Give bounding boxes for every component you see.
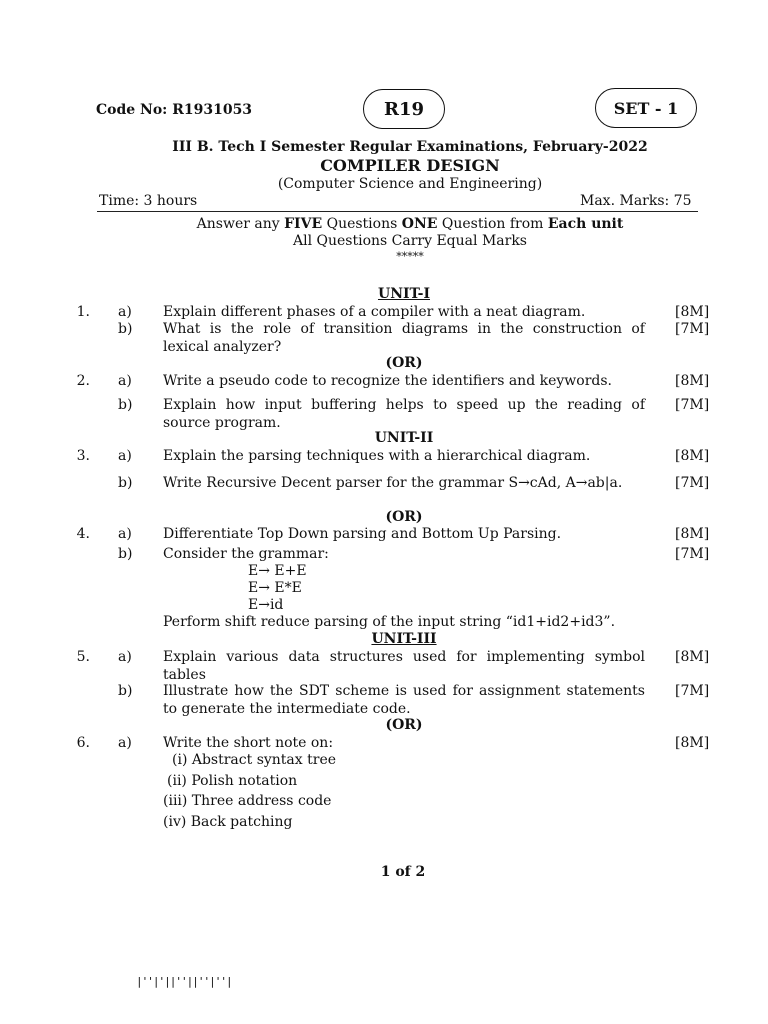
- part-label: a): [118, 735, 132, 751]
- part-label: a): [118, 526, 132, 542]
- part-label: b): [118, 397, 133, 413]
- unit-1-heading: UNIT-I: [377, 286, 430, 302]
- short-note-item: (i) Abstract syntax tree: [172, 752, 337, 768]
- question-number: 4.: [76, 526, 90, 542]
- or-separator: (OR): [385, 717, 423, 733]
- question-2b-marks: [7M]: [675, 397, 710, 413]
- instruction-text: Answer any: [196, 216, 285, 232]
- question-number: 2.: [76, 373, 90, 389]
- question-2a-marks: [8M]: [675, 373, 710, 389]
- unit-2-heading: UNIT-II: [374, 430, 434, 446]
- question-4a-marks: [8M]: [675, 526, 710, 542]
- short-note-item: (ii) Polish notation: [167, 773, 298, 789]
- part-label: a): [118, 448, 132, 464]
- question-1b-marks: [7M]: [675, 321, 710, 337]
- question-6a-marks: [8M]: [675, 735, 710, 751]
- or-separator: (OR): [385, 355, 423, 371]
- question-1a-text: Explain different phases of a compiler with a neat diagram.: [163, 304, 586, 320]
- regulation-badge: [363, 89, 445, 129]
- question-number: 1.: [76, 304, 90, 320]
- page-number: 1 of 2: [380, 864, 426, 880]
- instruction-five: FIVE: [284, 216, 323, 232]
- question-1b-text: What is the role of transition diagrams in the construction of lexical analyzer?: [163, 321, 645, 355]
- question-4b-text: Consider the grammar:: [163, 546, 329, 562]
- part-label: a): [118, 373, 132, 389]
- question-6a-text: Write the short note on:: [163, 735, 334, 751]
- question-number: 5.: [76, 649, 90, 665]
- instruction-each-unit: Each unit: [547, 216, 624, 232]
- part-label: a): [118, 304, 132, 320]
- subject-title: COMPILER DESIGN: [320, 156, 500, 175]
- regulation-text: R19: [383, 98, 424, 120]
- question-number: 3.: [76, 448, 90, 464]
- instruction-line-2: All Questions Carry Equal Marks: [293, 233, 527, 249]
- grammar-rule: E→ E+E: [248, 563, 307, 579]
- max-marks-label: Max. Marks: 75: [580, 193, 692, 209]
- question-4b-instruction: Perform shift reduce parsing of the input string “id1+id2+id3”.: [163, 614, 616, 630]
- question-3b-marks: [7M]: [675, 475, 710, 491]
- short-note-item: (iv) Back patching: [163, 814, 293, 830]
- branch-subtitle: (Computer Science and Engineering): [277, 176, 543, 192]
- question-1a-marks: [8M]: [675, 304, 710, 320]
- or-separator: (OR): [385, 509, 423, 525]
- part-label: b): [118, 321, 133, 337]
- code-number: Code No: R1931053: [96, 102, 253, 118]
- stars-separator: *****: [396, 250, 424, 263]
- question-3a-marks: [8M]: [675, 448, 710, 464]
- instruction-one: ONE: [401, 216, 438, 232]
- instruction-line-1: [150, 216, 670, 232]
- barcode-text: |''|'||''||''|''|: [136, 975, 232, 988]
- part-label: a): [118, 649, 132, 665]
- instruction-text: Question from: [437, 216, 548, 232]
- question-4b-marks: [7M]: [675, 546, 710, 562]
- header-divider: [97, 211, 698, 212]
- set-text: SET - 1: [613, 98, 679, 118]
- exam-title: III B. Tech I Semester Regular Examinations, February-2022: [172, 139, 648, 155]
- question-2b-text: Explain how input buffering helps to speed up the reading of source program.: [163, 397, 645, 431]
- short-note-item: (iii) Three address code: [163, 793, 332, 809]
- unit-3-heading: UNIT-III: [371, 631, 437, 647]
- question-5a-marks: [8M]: [675, 649, 710, 665]
- instruction-text: Questions: [322, 216, 402, 232]
- question-4a-text: Differentiate Top Down parsing and Bottom Up Parsing.: [163, 526, 562, 542]
- question-5b-marks: [7M]: [675, 683, 710, 699]
- time-label: Time: 3 hours: [99, 193, 198, 209]
- part-label: b): [118, 475, 133, 491]
- part-label: b): [118, 683, 133, 699]
- question-5a-text: Explain various data structures used for implementing symbol tables: [163, 649, 645, 683]
- part-label: b): [118, 546, 133, 562]
- question-5b-text: Illustrate how the SDT scheme is used for assignment statements to generate the intermediate code.: [163, 683, 645, 717]
- grammar-rule: E→ E*E: [248, 580, 302, 596]
- question-3b-text: Write Recursive Decent parser for the grammar S→cAd, A→ab|a.: [163, 475, 623, 491]
- question-number: 6.: [76, 735, 90, 751]
- question-2a-text: Write a pseudo code to recognize the identifiers and keywords.: [163, 373, 612, 389]
- grammar-rule: E→id: [248, 597, 284, 613]
- set-badge: [595, 88, 697, 128]
- question-3a-text: Explain the parsing techniques with a hierarchical diagram.: [163, 448, 591, 464]
